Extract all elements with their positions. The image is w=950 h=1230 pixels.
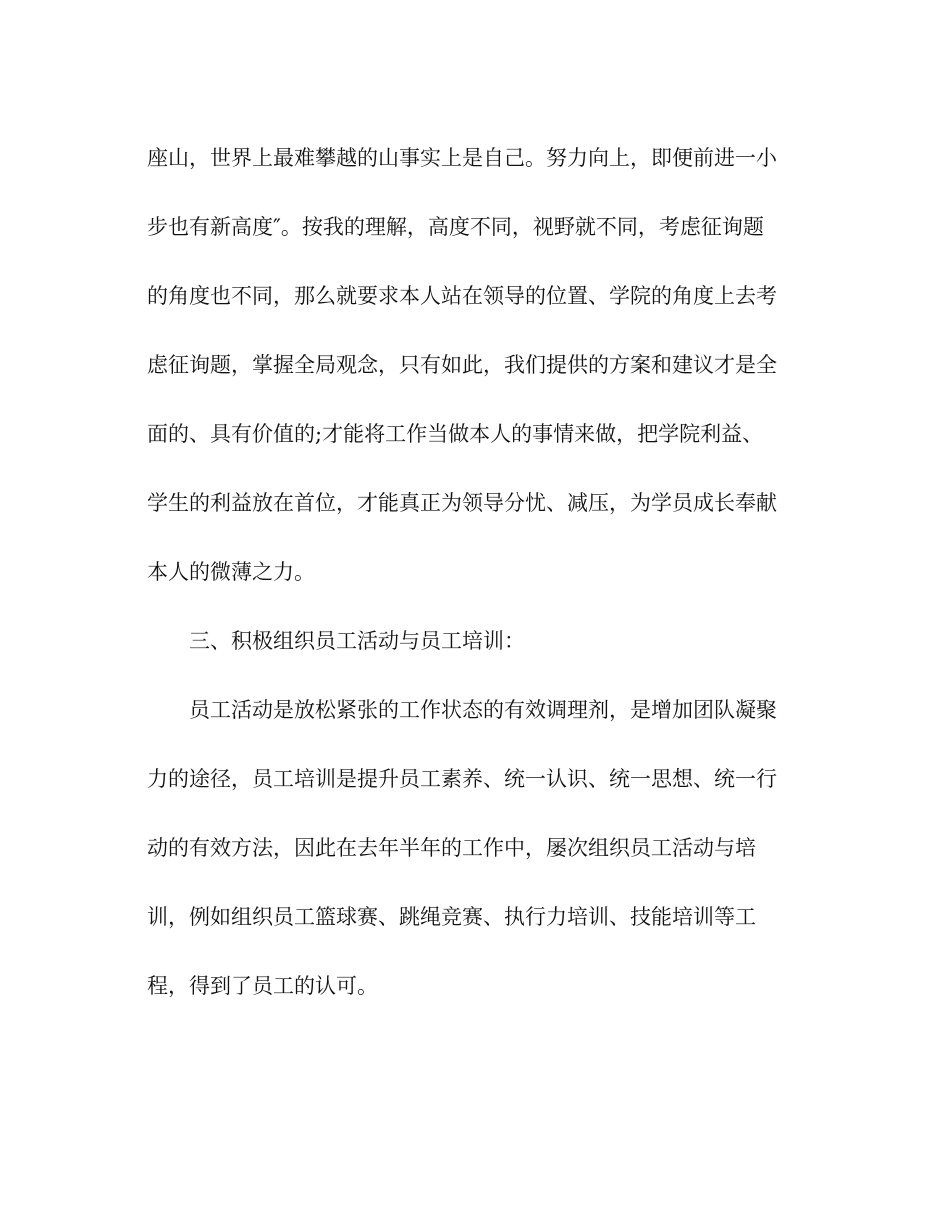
paragraph-1-line-2: 步也有新高度″。按我的理解，高度不同，视野就不同，考虑征询题: [147, 215, 764, 239]
paragraph-2-line-5: 程，得到了员工的认可。: [147, 974, 378, 998]
paragraph-1-line-5: 面的、具有价值的;才能将工作当做本人的事情来做，把学院利益、: [147, 422, 764, 446]
paragraph-1-line-4: 虑征询题，掌握全局观念，只有如此，我们提供的方案和建议才是全: [147, 353, 777, 377]
paragraph-2-line-2: 力的途径，员工培训是提升员工素养、统一认识、统一思想、统一行: [147, 767, 777, 791]
paragraph-2-line-4: 训，例如组织员工篮球赛、跳绳竞赛、执行力培训、技能培训等工: [147, 905, 756, 929]
paragraph-1-line-3: 的角度也不同，那么就要求本人站在领导的位置、学院的角度上去考: [147, 284, 777, 308]
paragraph-2-line-1: 员工活动是放松紧张的工作状态的有效调理剂，是增加团队凝聚: [189, 698, 777, 722]
paragraph-1-line-7: 本人的微薄之力。: [147, 560, 315, 584]
section-heading: 三、积极组织员工活动与员工培训：: [189, 629, 525, 653]
paragraph-1-line-6: 学生的利益放在首位，才能真正为领导分忧、减压，为学员成长奉献: [147, 491, 777, 515]
paragraph-1-line-1: 座山，世界上最难攀越的山事实上是自己。努力向上，即便前进一小: [147, 146, 777, 170]
paragraph-2-line-3: 动的有效方法，因此在去年半年的工作中，屡次组织员工活动与培: [147, 836, 756, 860]
